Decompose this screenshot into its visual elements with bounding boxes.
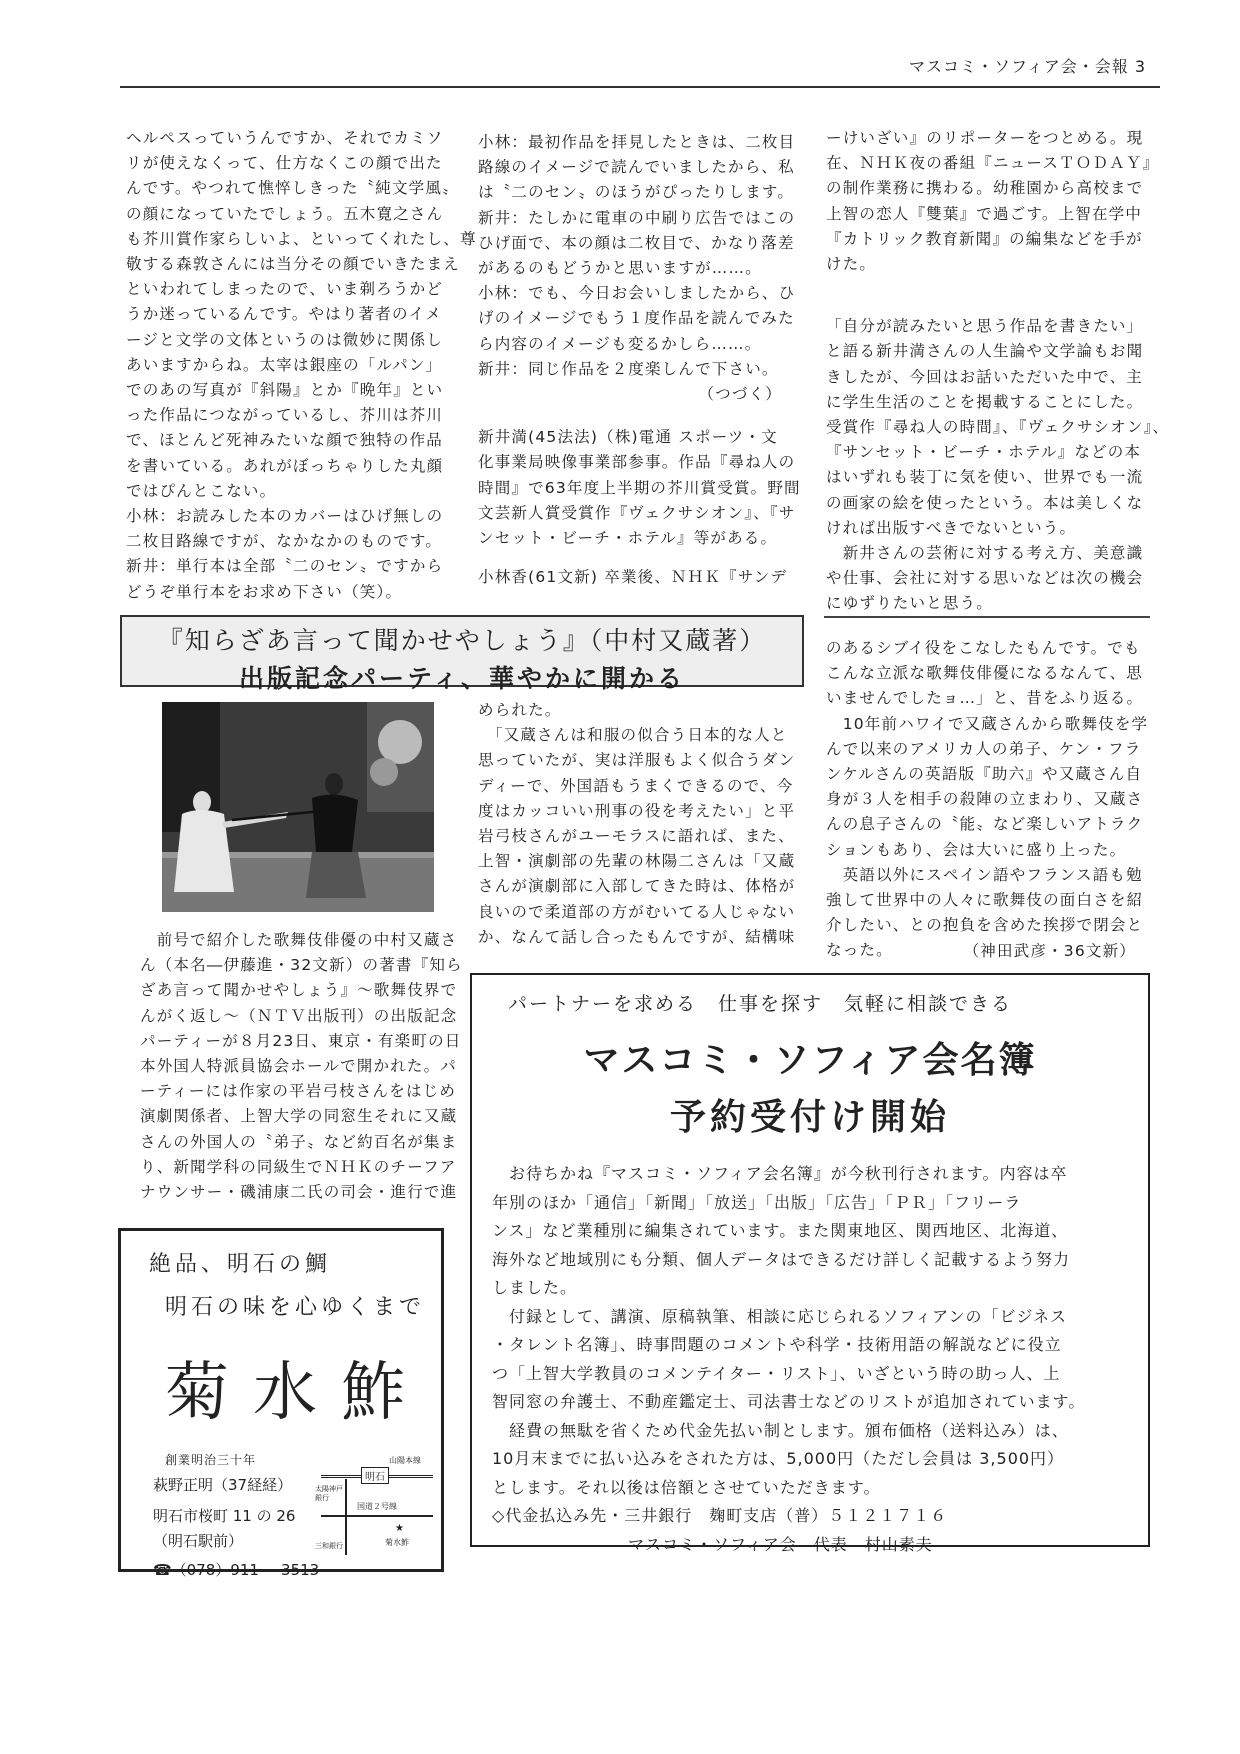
text-line: なった。 [826, 941, 893, 960]
text-line: 経費の無駄を省くため代金先払い制とします。頒布価格（送料込み）は、 [492, 1420, 1069, 1440]
text-line: んです。やつれて憔悴しきった〝純文学風〟 [126, 179, 459, 198]
text-line: 『サンセット・ビーチ・ホテル』などの本 [826, 443, 1142, 462]
text-line: ディーで、外国語もうまくできるので、今 [478, 776, 794, 795]
text-line: 付録として、講演、原稿執筆、相談に応じられるソフィアンの「ビジネス [492, 1306, 1067, 1326]
text-line: といわれてしまったので、いま剃ろうかど [126, 280, 443, 299]
article-headline-box [120, 615, 804, 693]
text-line: った作品につながっているし、芥川は芥川 [126, 406, 443, 425]
text-line: められた。 [478, 701, 562, 719]
text-line: ん（本名―伊藤進・32文新）の著書『知ら [140, 956, 463, 975]
text-line: ーティーには作家の平岩弓枝さんをはじめ [140, 1082, 457, 1101]
interview-column-middle [478, 130, 801, 590]
founded-note: 創業明治三十年 [165, 1453, 257, 1467]
directory-ad-lead: パートナーを求める 仕事を探す 気軽に相談できる [508, 993, 1013, 1015]
text-line: 敬する森敦さんには当分その顔でいきたまえ [126, 255, 461, 274]
cross-street [345, 1479, 347, 1555]
text-line: に学生生活のことを掲載することにした。 [826, 392, 1144, 411]
text-line: げのイメージでもう１度作品を読んでみた [478, 309, 795, 328]
text-line: 新井さんの芸術に対する考え方、美意識 [826, 544, 1144, 563]
text-line: はいずれも装丁に気を使い、世界でも一流 [826, 468, 1144, 487]
text-line: 本外国人特派員協会ホールで開かれた。パ [140, 1057, 457, 1076]
ad-tagline: 絶品、明石の鯛 [149, 1252, 332, 1277]
article-headline-title: 『知らざあ言って聞かせやしょう』（中村又蔵著） [157, 626, 767, 655]
text-line: 新井：同じ作品を２度楽しんで下さい。 [478, 359, 779, 378]
page-number: 3 [1134, 57, 1146, 76]
bank2-label: 三和銀行 [315, 1542, 343, 1550]
text-line: 上智の恋人『雙葉』で過ごす。上智在学中 [826, 204, 1143, 223]
text-line: いませんでしたョ…」と、昔をふり返る。 [826, 689, 1144, 708]
text-line: り、新聞学科の同級生でＮＨＫのチーフア [140, 1157, 457, 1176]
text-line: ければ出版すべきでないという。 [826, 518, 1077, 537]
text-line: 良いので柔道部の方がむいてる人じゃない [478, 902, 796, 921]
column-divider [824, 616, 1150, 618]
restaurant-name: 菊水鮓 [165, 1356, 429, 1430]
text-line: 岩弓枝さんがユーモラスに語れば、また、 [478, 827, 795, 846]
text-line: 思っていたが、実は洋服もよく似合うダン [478, 751, 796, 770]
article-column-middle [478, 698, 798, 950]
continued-note: （つづく） [698, 385, 782, 404]
text-line: 文芸新人賞受賞作『ヴェクサシオン』、『サ [478, 503, 796, 522]
route-line [321, 1515, 433, 1517]
text-line: の制作業務に携わる。幼稚園から高校まで [826, 179, 1144, 198]
text-line: ーけいざい』のリポーターをつとめる。現 [826, 129, 1144, 147]
page-header [120, 44, 1160, 88]
text-line: 在、ＮＨＫ夜の番組『ニュースＴＯＤＡＹ』 [826, 154, 1160, 173]
text-line: きしたが、今回はお話いただいた中で、主 [826, 367, 1143, 386]
text-line: ンケルさんの英語版『助六』や又蔵さん自 [826, 765, 1143, 784]
text-line: んの息子さんの〝能〟など楽しいアトラク [826, 815, 1144, 834]
shop-marker-icon: ★ [395, 1523, 404, 1534]
restaurant-phone: ☎（078）911 − 3513 [153, 1561, 320, 1579]
text-line: ージと文学の文体というのは微妙に関係し [126, 330, 443, 349]
text-line: 「自分が読みたいと思う作品を書きたい」 [826, 317, 1144, 336]
interview-dialogue [478, 130, 798, 382]
text-line: リが使えなくって、仕方なくこの顔で出た [126, 154, 443, 173]
text-line: は〝二のセン〟のほうがぴったりします。 [478, 183, 795, 202]
text-line: 時間』で63年度上半期の芥川賞受賞。野間 [478, 478, 801, 497]
newsletter-title: マスコミ・ソフィア会・会報 [908, 57, 1129, 76]
text-line: 路線のイメージで読んでいましたから、私 [478, 158, 795, 177]
text-line: や仕事、会社に対する思いなどは次の機会 [826, 569, 1144, 588]
text-line: お待ちかね『マスコミ・ソフィア会名簿』が今秋刊行されます。内容は卒 [492, 1164, 1068, 1183]
text-line: 受賞作『尋ね人の時間』、『ヴェクサシオン』、 [826, 418, 1170, 437]
text-line: こんな立派な歌舞伎俳優になるなんて、思 [826, 664, 1143, 683]
text-line: 身が３人を相手の殺陣の立まわり、又蔵さ [826, 790, 1144, 809]
text-line: ら内容のイメージも変るかしら……。 [478, 334, 762, 353]
text-line: 10年前ハワイで又蔵さんから歌舞伎を学 [826, 714, 1149, 733]
text-line: ではぴんとこない。 [126, 481, 277, 500]
directory-ad-body [492, 1160, 1148, 1559]
text-line: 演劇関係者、上智大学の同窓生それに又蔵 [140, 1107, 458, 1126]
text-line: 英語以外にスペイン語やフランス語も勉 [826, 865, 1143, 884]
text-line: んで以来のアメリカ人の弟子、ケン・フラ [826, 739, 1142, 758]
rail-label: 山陽本線 [389, 1456, 421, 1465]
text-line: 小林：最初作品を拝見したときは、二枚目 [478, 133, 796, 151]
article-headline-subtitle: 出版記念パーティ、華やかに開かる [238, 664, 685, 693]
restaurant-address: 明石市桜町 11 の 26 [153, 1507, 296, 1525]
profile-arai [478, 425, 801, 551]
station-label: 明石 [361, 1467, 389, 1484]
route-label: 国道２号線 [357, 1502, 397, 1511]
text-line: ◇代金払込み先・三井銀行 麹町支店（普）５１２１７１６ [492, 1506, 948, 1525]
text-line: でのあの写真が『斜陽』とか『晩年』とい [126, 381, 444, 400]
text-line: うか迷っているんです。やはり著者のイメ [126, 305, 442, 324]
text-line: があるのもどうかと思いますが……。 [478, 259, 762, 278]
owner-name: 萩野正明（37経経） [153, 1476, 293, 1494]
directory-ad-title: マスコミ・ソフィア会名簿 [583, 1040, 1037, 1081]
article-text-right [826, 636, 1156, 964]
restaurant-ad [118, 1228, 444, 1579]
text-line: とします。それ以後は倍額とさせていただきます。 [492, 1477, 881, 1497]
directory-ad-subtitle: 予約受付け開始 [669, 1097, 950, 1138]
header-text [909, 54, 1146, 77]
text-line: の画家の絵を使ったという。本は美しくな [826, 493, 1144, 512]
text-line: にゆずりたいと思う。 [826, 594, 994, 613]
text-line: 度はカッコいい刑事の役を考えたい」と平 [478, 801, 796, 820]
text-line: 「又蔵さんは和服の似合う日本的な人と [478, 726, 788, 745]
kabuki-party-photo [162, 702, 434, 912]
text-line: で、ほとんど死神みたいな顔で独特の作品 [126, 431, 443, 450]
bank1-label: 太陽神戸 銀行 [315, 1485, 343, 1502]
text-line: ンセット・ビーチ・ホテル』等がある。 [478, 529, 778, 548]
text-line: 化事業局映像事業部参事。作品『尋ね人の [478, 453, 796, 472]
text-line: 小林：でも、今日お会いしましたから、ひ [478, 284, 796, 303]
text-line: ・タレント名簿」、時事問題のコメントや科学・技術用語の解説などに役立 [492, 1335, 1062, 1354]
text-line: さんの外国人の〝弟子〟など約百名が集ま [140, 1132, 458, 1151]
text-line: んがく返し〜（ＮＴＶ出版刊）の出版記念 [140, 1006, 458, 1025]
text-line: 『カトリック教育新聞』の編集などを手が [826, 229, 1143, 248]
article-column-left [140, 928, 463, 1205]
shop-label: 菊水鮓 [385, 1538, 409, 1547]
text-line: ざあ言って聞かせやしょう』〜歌舞伎界で [140, 981, 458, 1000]
text-line: 上智・演劇部の先輩の林陽二さんは「又蔵 [478, 852, 796, 871]
text-line: を書いている。あれがぼっちゃりした丸顔 [126, 456, 444, 475]
text-line: ンス」など業種別に編集されています。また関東地区、関西地区、北海道、 [492, 1221, 1069, 1240]
profile-kobayashi: 小林香(61文新) 卒業後、ＮＨＫ『サンデ [478, 568, 788, 587]
text-line: あいますからね。太宰は銀座の「ルパン」 [126, 355, 443, 374]
text-line: ひげ面で、本の顔は二枚目で、かなり落差 [478, 233, 795, 252]
interview-intro [826, 314, 1170, 616]
interview-column-left [126, 126, 477, 605]
text-line: のあるシブイ役をこなしたもんです。でも [826, 639, 1141, 657]
text-line: 二枚目路線ですが、なかなかのものです。 [126, 532, 443, 551]
text-line: しました。 [492, 1278, 578, 1297]
location-map [315, 1456, 433, 1557]
text-line: 介したい、との抱負を含めた挨拶で閉会と [826, 916, 1144, 935]
text-line: ションもあり、会は大いに盛り上った。 [826, 840, 1127, 859]
text-line: パーティーが８月23日、東京・有楽町の日 [140, 1031, 462, 1050]
text-line: と語る新井満さんの人生論や文学論もお聞 [826, 342, 1144, 361]
article-byline: （神田武彦・36文新） [963, 941, 1136, 960]
text-line: 前号で紹介した歌舞伎俳優の中村又蔵さ [140, 931, 458, 949]
text-line: マスコミ・ソフィア会 代表 村山素夫 [492, 1534, 933, 1554]
ad-slogan: 明石の味を心ゆくまで [165, 1295, 426, 1320]
text-line: 新井：単行本は全部〝二のセン〟ですから [126, 557, 444, 576]
text-line: 10月末までに払い込みをされた方は、5,000円（ただし会員は 3,500円） [492, 1449, 1065, 1468]
text-line: ヘルペスっていうんですか、それでカミソ [126, 129, 444, 147]
text-line: ナウンサー・磯浦康二氏の司会・進行で進 [140, 1183, 458, 1202]
text-line: さんが演劇部に入部してきた時は、体格が [478, 877, 796, 896]
text-line: も芥川賞作家らしいよ、といってくれたし、尊 [126, 229, 477, 248]
directory-ad [470, 973, 1150, 1554]
profile-kobayashi-cont [826, 126, 1160, 277]
text-line: 新井満(45法法)（株)電通 スポーツ・文 [478, 428, 778, 447]
text-line: 小林：お読みした本のカバーはひげ無しの [126, 507, 444, 526]
text-line: 年別のほか「通信」「新聞」「放送」「出版」「広告」「ＰＲ」「フリーラ [492, 1192, 1022, 1212]
text-line: の顔になっていたでしょう。五木寛之さん [126, 204, 444, 223]
text-line: 新井：たしかに電車の中刷り広告ではこの [478, 208, 796, 227]
text-line: けた。 [826, 255, 877, 274]
text-line: 強して世界中の人々に歌舞伎の面白さを紹 [826, 891, 1144, 910]
text-line: どうぞ単行本をお求め下さい（笑）。 [126, 582, 403, 601]
article-column-right [826, 636, 1156, 964]
text-line: 智同窓の弁護士、不動産鑑定士、司法書士などのリストが追加されています。 [492, 1392, 1086, 1411]
interview-column-right [826, 126, 1170, 617]
text-line: か、なんて話し合ったもんですが、結構味 [478, 927, 796, 946]
text-line: 海外など地域別にも分類、個人データはできるだけ詳しく記載するよう努力 [492, 1249, 1071, 1269]
restaurant-address-note: （明石駅前） [153, 1532, 244, 1550]
text-line: つ「上智大学教員のコメンテイター・リスト」、いざという時の助っ人、上 [492, 1363, 1061, 1383]
